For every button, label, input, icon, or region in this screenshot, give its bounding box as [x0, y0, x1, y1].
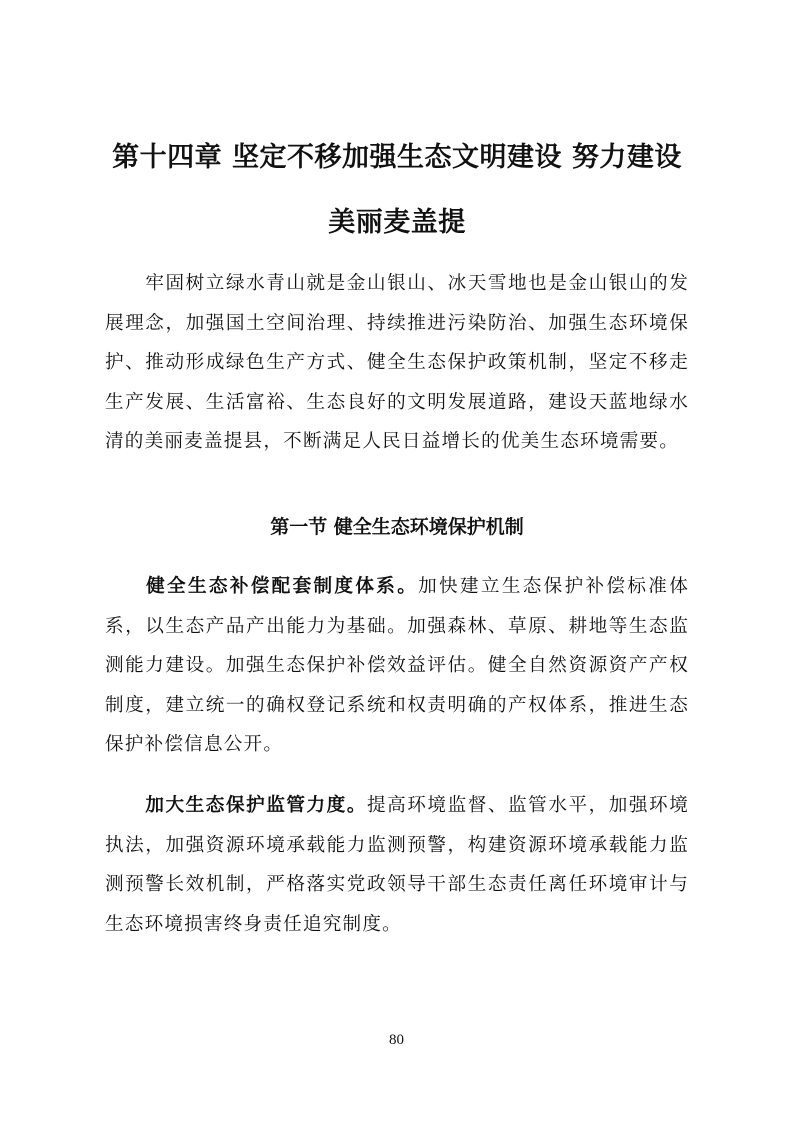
section-title: 第一节 健全生态环境保护机制	[270, 516, 524, 538]
section-paragraph-1	[105, 567, 689, 765]
section-paragraph-2	[105, 786, 689, 944]
paragraph-text-2: 提高环境监督、监管水平，加强环境执法，加强资源环境承载能力监测预警，构建资源环境承载能力监测预警长效机制，严格落实党政领导干部生态责任离任环境审计与生态环境损害终身责任追究制度。	[105, 795, 689, 935]
paragraph-text-1: 加快建立生态保护补偿标准体系，以生态产品产出能力为基础。加强森林、草原、耕地等生态监测能力建设。加强生态保护补偿效益评估。健全自然资源资产产权制度，建立统一的确权登记系统和权责明确的产权体系，推进生态保护补偿信息公开。	[105, 576, 689, 755]
intro-paragraph	[105, 264, 689, 462]
paragraph-lead-2: 加大生态保护监管力度。	[145, 795, 367, 816]
chapter-title-line1: 第十四章 坚定不移加强生态文明建设 努力建设	[112, 142, 682, 173]
chapter-title-line2: 美丽麦盖提	[328, 207, 466, 238]
page-number: 80	[389, 1032, 404, 1048]
intro-text: 牢固树立绿水青山就是金山银山、冰天雪地也是金山银山的发展理念，加强国土空间治理、持续推进污染防治、加强生态环境保护、推动形成绿色生产方式、健全生态保护政策机制，坚定不移走生产发展、生活富裕、生态良好的文明发展道路，建设天蓝地绿水清的美丽麦盖提县，不断满足人民日益增长的优美生态环境需要。	[105, 273, 689, 452]
paragraph-lead-1: 健全生态补偿配套制度体系。	[145, 576, 419, 597]
